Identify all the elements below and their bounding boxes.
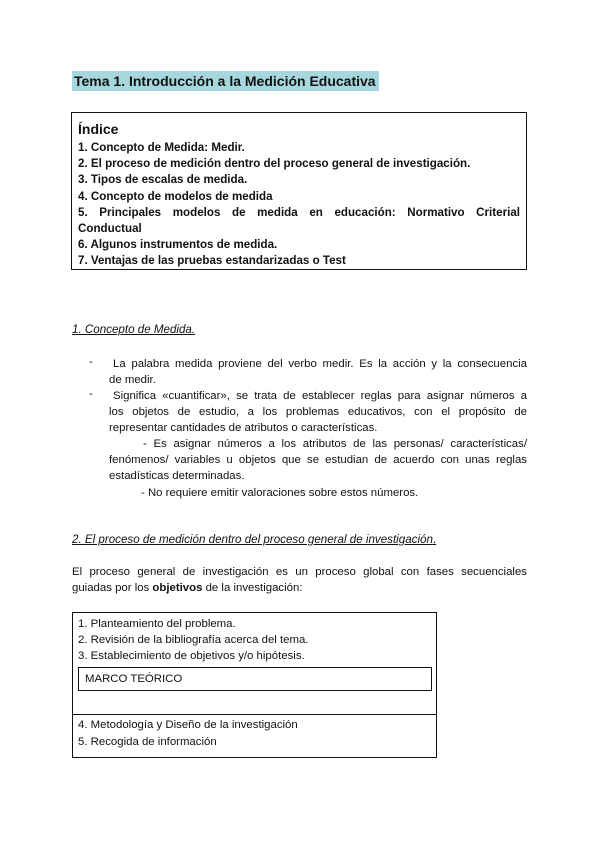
- research-process-box: [72, 612, 437, 758]
- process-step: 1. Planteamiento del problema.: [78, 618, 236, 630]
- index-item: 6. Algunos instrumentos de medida.: [78, 238, 278, 252]
- document-title: Tema 1. Introducción a la Medición Educativa: [72, 71, 379, 91]
- marco-teorico-box: MARCO TEÓRICO: [78, 667, 432, 691]
- index-item: 4. Concepto de modelos de medida: [78, 189, 273, 203]
- index-heading: Índice: [78, 121, 119, 137]
- text-line: - Es asignar números a los atributos de las personas/ características/: [143, 438, 527, 450]
- index-item: 1. Concepto de Medida: Medir.: [78, 141, 245, 154]
- text-line: El proceso general de investigación es un proceso global con fases secuenciales: [72, 566, 527, 578]
- text-line: de medir.: [109, 374, 156, 387]
- index-item: Conductual: [78, 222, 142, 236]
- index-item: 3. Tipos de escalas de medida.: [78, 173, 248, 187]
- section2-heading: [72, 533, 436, 546]
- index-item: 7. Ventajas de las pruebas estandarizadas o Test: [78, 254, 346, 268]
- text-line: representar cantidades de atributos o características.: [109, 422, 378, 435]
- section1-heading: 1. Concepto de Medida.: [72, 323, 196, 336]
- section2-heading-period: .: [432, 533, 437, 546]
- index-item: 5. Principales modelos de medida en educación: Normativo Criterial: [78, 205, 520, 219]
- section2-intro: [72, 564, 527, 596]
- bullet-marker: -: [89, 388, 93, 400]
- index-item: 2. El proceso de medición dentro del proceso general de investigación.: [78, 157, 471, 171]
- divider: [73, 714, 436, 715]
- bullet1-text: [109, 356, 527, 388]
- intro-pre: guiadas por los: [72, 582, 153, 595]
- sub-point-1: [109, 436, 527, 485]
- process-step: 3. Establecimiento de objetivos y/o hipótesis.: [78, 650, 305, 662]
- section2-heading-text: 2. El proceso de medición dentro del proceso general de investigación: [72, 533, 433, 546]
- intro-bold: objetivos: [152, 582, 203, 595]
- text-line: estadísticas determinadas.: [109, 470, 245, 483]
- text-line: los objetos de estudio, a los problemas educativos, con el propósito de: [109, 406, 527, 419]
- process-step: 5. Recogida de información: [78, 736, 217, 748]
- text-line: Significa «cuantificar», se trata de establecer reglas para asignar números a: [113, 390, 527, 402]
- text-line: fenómenos/ variables u objetos que se estudian de acuerdo con unas reglas: [109, 454, 527, 467]
- process-step: 2. Revisión de la bibliografía acerca del tema.: [78, 634, 309, 646]
- sub-point-2: - No requiere emitir valoraciones sobre estos números.: [141, 487, 419, 499]
- bullet2-text: [109, 388, 527, 437]
- text-line: La palabra medida proviene del verbo medir. Es la acción y la consecuencia: [113, 358, 527, 370]
- text-line: [72, 580, 527, 596]
- bullet-marker: -: [89, 356, 93, 368]
- process-step: 4. Metodología y Diseño de la investigación: [78, 719, 298, 731]
- intro-post: de la investigación:: [202, 582, 303, 595]
- index-box: [71, 112, 527, 270]
